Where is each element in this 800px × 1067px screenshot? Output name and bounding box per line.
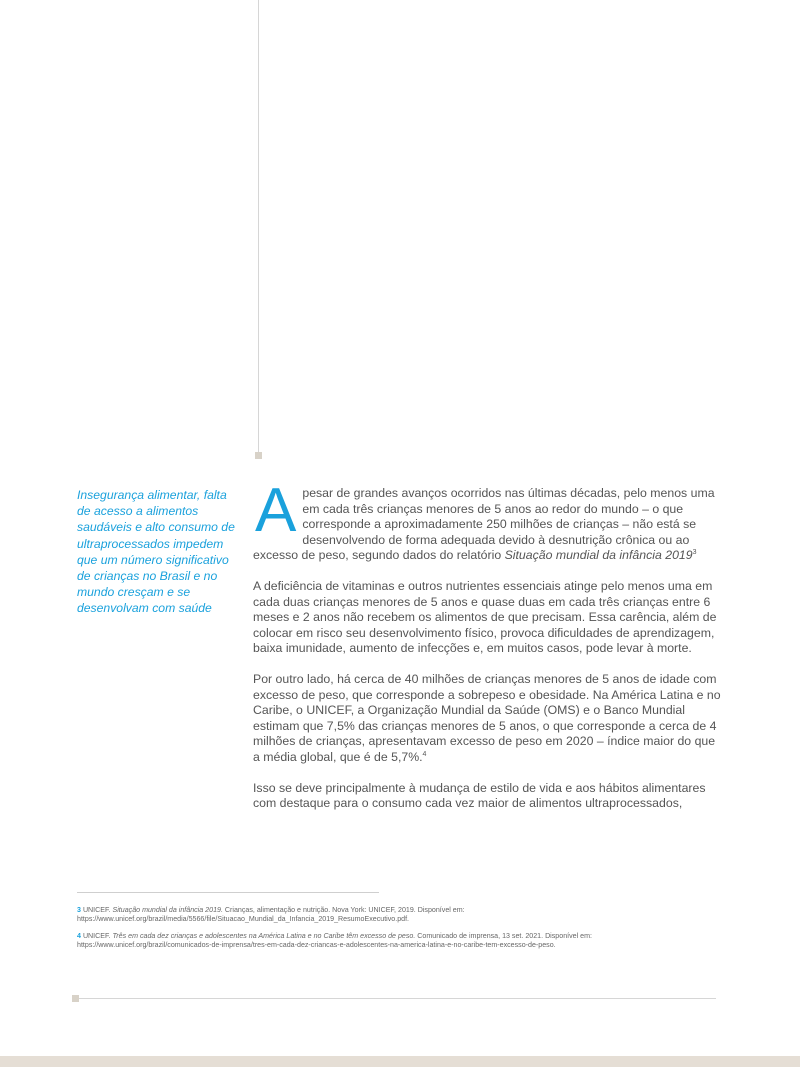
footnote-title: Situação mundial da infância 2019. — [112, 906, 223, 914]
footnote-number: 4 — [77, 931, 81, 940]
paragraph-1-text: pesar de grandes avanços ocorridos nas últimas décadas, pelo menos uma em cada três crianças menores de 5 anos ao redor do mundo – o que corresponde a aproximadamente 250 milhões de crianças – não está se desenvolvendo de forma adequada devido à desnutrição crônica ou ao excesso de peso, segundo dados do relatório — [253, 486, 715, 562]
paragraph-3-text: Por outro lado, há cerca de 40 milhões de crianças menores de 5 anos de idade com excesso de peso, que corresponde a sobrepeso e obesidade. Na América Latina e no Caribe, o UNICEF, a Organização Mundial da Saúde (OMS) e o Banco Mundial estimam que 7,5% das crianças menores de 5 anos, o que corresponde a cerca de 4 milhões de crianças, apresentavam excesso de peso em 2020 – índice maior do que a média global, que é de 5,7%. — [253, 672, 721, 764]
vertical-rule — [258, 0, 259, 452]
paragraph-3 — [253, 672, 723, 765]
footnote-author: UNICEF. — [82, 931, 113, 940]
footnote-3 — [77, 906, 717, 925]
footnote-author: UNICEF. — [82, 906, 113, 914]
bottom-rule-square — [72, 995, 79, 1002]
footnotes — [77, 906, 717, 958]
footnote-4 — [77, 932, 717, 951]
footnote-rule — [77, 892, 379, 893]
footnote-detail[interactable]: Comunicado de imprensa, 13 set. 2021. Disponível em: https://www.unicef.org/brazil/comunicados-de-imprensa/tres-em-cada-dez-criancas-e-adolescentes-na-america-latina-e-no-caribe-tem-excesso-de-peso. — [77, 931, 592, 950]
footnote-title: Três em cada dez crianças e adolescentes na América Latina e no Caribe têm excesso de peso. — [112, 931, 416, 940]
bottom-rule — [79, 998, 716, 999]
footnote-ref-3[interactable]: 3 — [692, 548, 697, 556]
pull-quote: Insegurança alimentar, falta de acesso a alimentos saudáveis e alto consumo de ultraprocessados impedem que um número significativo de crianças no Brasil e no mundo cresçam e se desenvolvam com saúde — [77, 488, 235, 616]
footnote-detail[interactable]: Crianças, alimentação e nutrição. Nova York: UNICEF, 2019. Disponível em: https://www.unicef.org/brazil/media/5566/file/Situacao_Mundial_da_Infancia_2019_ResumoExecutivo.pdf. — [77, 906, 465, 924]
footnote-ref-4[interactable]: 4 — [422, 750, 427, 758]
report-title: Situação mundial da infância 2019 — [504, 548, 693, 562]
page-bottom-band — [0, 1056, 800, 1067]
footnote-number: 3 — [77, 906, 81, 914]
paragraph-4: Isso se deve principalmente à mudança de estilo de vida e aos hábitos alimentares com destaque para o consumo cada vez maior de alimentos ultraprocessados, — [253, 780, 706, 810]
paragraph-1 — [253, 476, 723, 564]
rule-end-square — [255, 452, 262, 459]
paragraph-2: A deficiência de vitaminas e outros nutrientes essenciais atinge pelo menos uma em cada duas crianças menores de 5 anos e quase duas em cada três crianças entre 6 meses e 2 anos não recebem os alimentos de que precisam. Essa carência, além de colocar em risco seu desenvolvimento físico, provoca dificuldades de aprendizagem, baixa imunidade, aumento de infecções e, em muitos casos, pode levar à morte. — [253, 579, 717, 655]
body-text — [253, 476, 723, 812]
drop-cap: A — [255, 476, 297, 545]
